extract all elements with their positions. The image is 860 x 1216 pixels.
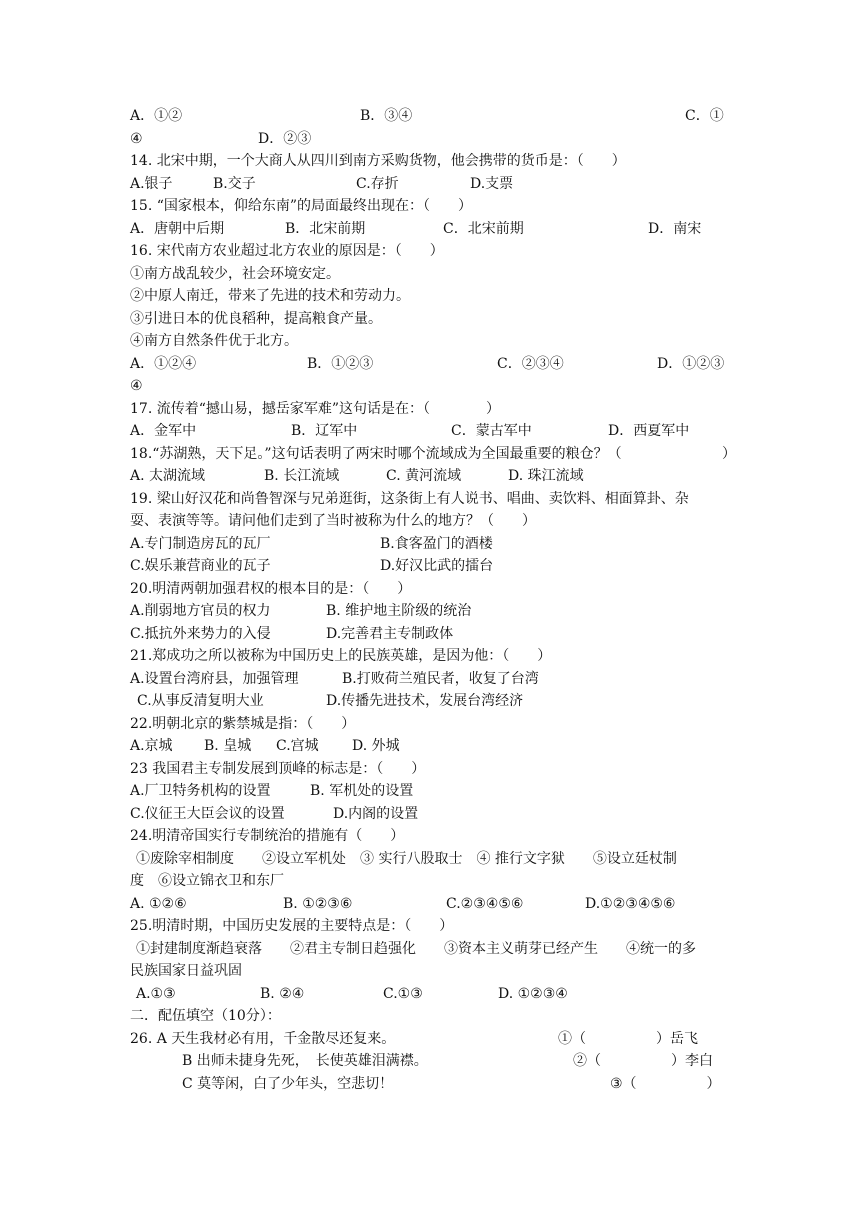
q14-stem-text: 14. 北宋中期，一个大商人从四川到南方采购货物，他会携带的货币是：（ ） xyxy=(130,153,626,169)
q20-option-a: A.削弱地方官员的权力 xyxy=(130,603,271,619)
q19-stem-2 xyxy=(130,510,730,533)
q17-option-b: B．辽军中 xyxy=(291,423,358,439)
q17-stem-text: 17. 流传着“撼山易，撼岳家军难”这句话是在：（ ） xyxy=(130,401,501,417)
q18-option-c: C. 黄河流域 xyxy=(386,468,462,484)
q14-stem xyxy=(130,150,730,173)
q24-option-d: D.①②③④⑤⑥ xyxy=(585,896,676,912)
q19-option-c: C.娱乐兼营商业的瓦子 xyxy=(130,558,271,574)
q22-option-a: A.京城 xyxy=(130,738,173,754)
q22-stem-text: 22.明朝北京的紫禁城是指：（ ） xyxy=(130,716,356,732)
q19-option-a: A.专门制造房瓦的瓦厂 xyxy=(130,536,271,552)
q13-option-d: D．②③ xyxy=(258,131,312,147)
q26-line-c xyxy=(130,1073,730,1096)
q23-stem xyxy=(130,758,730,781)
q22-option-b: B. 皇城 xyxy=(204,738,252,754)
q14-option-b: B.交子 xyxy=(213,176,256,192)
q20-option-c: C.抵抗外来势力的入侵 xyxy=(130,626,271,642)
q18-options xyxy=(130,465,730,488)
q21-option-c: C.从事反清复明大业 xyxy=(137,693,264,709)
q16-option-c: C．②③④ xyxy=(497,356,564,372)
q18-option-a: A. 太湖流域 xyxy=(130,468,206,484)
q24-items-2 xyxy=(130,870,730,893)
q13-option-c: C．① xyxy=(685,108,724,124)
q16-options xyxy=(130,353,730,376)
q15-option-b: B．北宋前期 xyxy=(285,221,366,237)
q25-option-d: D. ①②③④ xyxy=(498,986,568,1002)
q16-option-d-wrap: ④ xyxy=(130,378,143,394)
q25-option-a: A.①③ xyxy=(136,986,176,1002)
q16-item-3-text: ③引进日本的优良稻种，提高粮食产量。 xyxy=(130,311,382,327)
q25-items-1 xyxy=(130,938,730,961)
q16-item-4-text: ④南方自然条件优于北方。 xyxy=(130,333,298,349)
q25-option-b: B. ②④ xyxy=(260,986,305,1002)
q24-stem xyxy=(130,825,730,848)
q15-option-c: C．北宋前期 xyxy=(443,221,524,237)
q16-option-a: A．①②④ xyxy=(130,356,197,372)
q19-stem-1-text: 19. 梁山好汉花和尚鲁智深与兄弟逛街，这条街上有人说书、唱曲、卖饮料、相面算卦、杂 xyxy=(130,491,689,507)
q26-blank-2[interactable]: ②（ ）李白 xyxy=(573,1053,713,1069)
q14-option-d: D.支票 xyxy=(470,176,514,192)
q21-stem xyxy=(130,645,730,668)
q22-options xyxy=(130,735,730,758)
q14-options xyxy=(130,173,730,196)
q16-item-1-text: ①南方战乱较少，社会环境安定。 xyxy=(130,266,340,282)
q22-option-c: C.宫城 xyxy=(276,738,319,754)
q23-stem-text: 23 我国君主专制发展到顶峰的标志是：（ ） xyxy=(130,761,426,777)
q18-stem-end: ） xyxy=(722,446,736,462)
q13-option-b: B．③④ xyxy=(360,108,413,124)
q25-stem-text: 25.明清时期，中国历史发展的主要特点是：（ ） xyxy=(130,918,454,934)
q16-option-b: B．①②③ xyxy=(307,356,374,372)
q18-stem xyxy=(130,443,736,466)
q19-option-d: D.好汉比武的擂台 xyxy=(380,558,494,574)
section-2-title-text: 二．配伍填空（10分）： xyxy=(130,1008,281,1024)
q16-item-2-text: ②中原人南迁，带来了先进的技术和劳动力。 xyxy=(130,288,410,304)
q19-stem-2-text: 耍、表演等等。请问他们走到了当时被称为什么的地方？（ ） xyxy=(130,513,536,529)
q16-item-2 xyxy=(130,285,730,308)
q16-stem-text: 16. 宋代南方农业超过北方农业的原因是：（ ） xyxy=(130,243,444,259)
q13-options-row xyxy=(130,105,730,128)
q26-line-b xyxy=(130,1050,730,1073)
q23-options-2 xyxy=(130,803,730,826)
q17-option-c: C．蒙古军中 xyxy=(451,423,532,439)
q20-option-b: B. 维护地主阶级的统治 xyxy=(326,603,472,619)
q16-options-wrap xyxy=(130,375,730,398)
q16-item-3 xyxy=(130,308,730,331)
q15-stem-text: 15. “国家根本，仰给东南”的局面最终出现在：（ ） xyxy=(130,198,473,214)
q24-option-b: B. ①②③⑥ xyxy=(283,896,353,912)
q19-options-2 xyxy=(130,555,730,578)
q24-options xyxy=(130,893,730,916)
q21-option-b: B.打败荷兰殖民者，收复了台湾 xyxy=(342,671,539,687)
q21-options-2 xyxy=(130,690,730,713)
q26-b-text: B 出师未捷身先死， 长使英雄泪满襟。 xyxy=(182,1053,428,1069)
q26-line-a xyxy=(130,1028,730,1051)
q26-a-text: 26. A 天生我材必有用，千金散尽还复来。 xyxy=(130,1031,396,1047)
q20-option-d: D.完善君主专制政体 xyxy=(326,626,454,642)
q21-options-1 xyxy=(130,668,730,691)
q25-items-2 xyxy=(130,960,730,983)
q18-stem-text: 18.“苏湖熟，天下足。”这句话表明了两宋时哪个流域成为全国最重要的粮仓？（ xyxy=(130,446,622,462)
q14-option-c: C.存折 xyxy=(356,176,399,192)
q15-options xyxy=(130,218,730,241)
q21-option-d: D.传播先进技术，发展台湾经济 xyxy=(326,693,524,709)
q24-stem-text: 24.明清帝国实行专制统治的措施有（ ） xyxy=(130,828,405,844)
q17-option-a: A．金军中 xyxy=(130,423,197,439)
q23-option-b: B. 军机处的设置 xyxy=(310,783,414,799)
q15-option-a: A．唐朝中后期 xyxy=(130,221,225,237)
q17-options xyxy=(130,420,730,443)
q25-items-1-text: ①封建制度渐趋衰落 ②君主专制日趋强化 ③资本主义萌芽已经产生 ④统一的多 xyxy=(136,941,696,957)
q14-option-a: A.银子 xyxy=(130,176,173,192)
q22-stem xyxy=(130,713,730,736)
q20-options-2 xyxy=(130,623,730,646)
q24-option-a: A. ①②⑥ xyxy=(130,896,187,912)
q16-option-d: D．①②③ xyxy=(657,356,725,372)
q18-option-b: B. 长江流域 xyxy=(264,468,340,484)
q18-option-d: D. 珠江流域 xyxy=(508,468,584,484)
q15-option-d: D．南宋 xyxy=(648,221,702,237)
q19-option-b: B.食客盈门的酒楼 xyxy=(380,536,493,552)
q16-item-1 xyxy=(130,263,730,286)
q22-option-d: D. 外城 xyxy=(352,738,400,754)
q16-stem xyxy=(130,240,730,263)
section-2-title xyxy=(130,1005,730,1028)
q20-options-1 xyxy=(130,600,730,623)
q23-option-d: D.内阁的设置 xyxy=(333,806,419,822)
q13-options-row-2 xyxy=(130,128,730,151)
q26-blank-1[interactable]: ①（ ）岳飞 xyxy=(558,1031,698,1047)
q26-blank-3[interactable]: ③（ ） xyxy=(610,1076,721,1092)
q21-option-a: A.设置台湾府县，加强管理 xyxy=(130,671,299,687)
q23-options-1 xyxy=(130,780,730,803)
q13-option-a: A．①② xyxy=(130,108,183,124)
q19-options-1 xyxy=(130,533,730,556)
q15-stem xyxy=(130,195,730,218)
q26-c-text: C 莫等闲，白了少年头，空悲切！ xyxy=(182,1076,394,1092)
q25-items-2-text: 民族国家日益巩固 xyxy=(130,963,242,979)
q25-option-c: C.①③ xyxy=(383,986,423,1002)
q24-option-c: C.②③④⑤⑥ xyxy=(446,896,524,912)
q19-stem-1 xyxy=(130,488,730,511)
q23-option-c: C.仪征王大臣会议的设置 xyxy=(130,806,285,822)
q20-stem xyxy=(130,578,730,601)
q24-items-1 xyxy=(130,848,730,871)
q16-item-4 xyxy=(130,330,730,353)
q25-stem xyxy=(130,915,730,938)
q23-option-a: A.厂卫特务机构的设置 xyxy=(130,783,271,799)
q24-items-1-text: ①废除宰相制度 ②设立军机处 ③ 实行八股取士 ④ 推行文字狱 ⑤设立廷杖制 xyxy=(136,851,677,867)
q25-options xyxy=(130,983,730,1006)
q13-option-c-wrap: ④ xyxy=(130,131,143,147)
q17-stem xyxy=(130,398,730,421)
q21-stem-text: 21.郑成功之所以被称为中国历史上的民族英雄，是因为他：（ ） xyxy=(130,648,552,664)
q24-items-2-text: 度 ⑥设立锦衣卫和东厂 xyxy=(130,873,284,889)
q20-stem-text: 20.明清两朝加强君权的根本目的是：（ ） xyxy=(130,581,412,597)
q17-option-d: D．西夏军中 xyxy=(608,423,690,439)
